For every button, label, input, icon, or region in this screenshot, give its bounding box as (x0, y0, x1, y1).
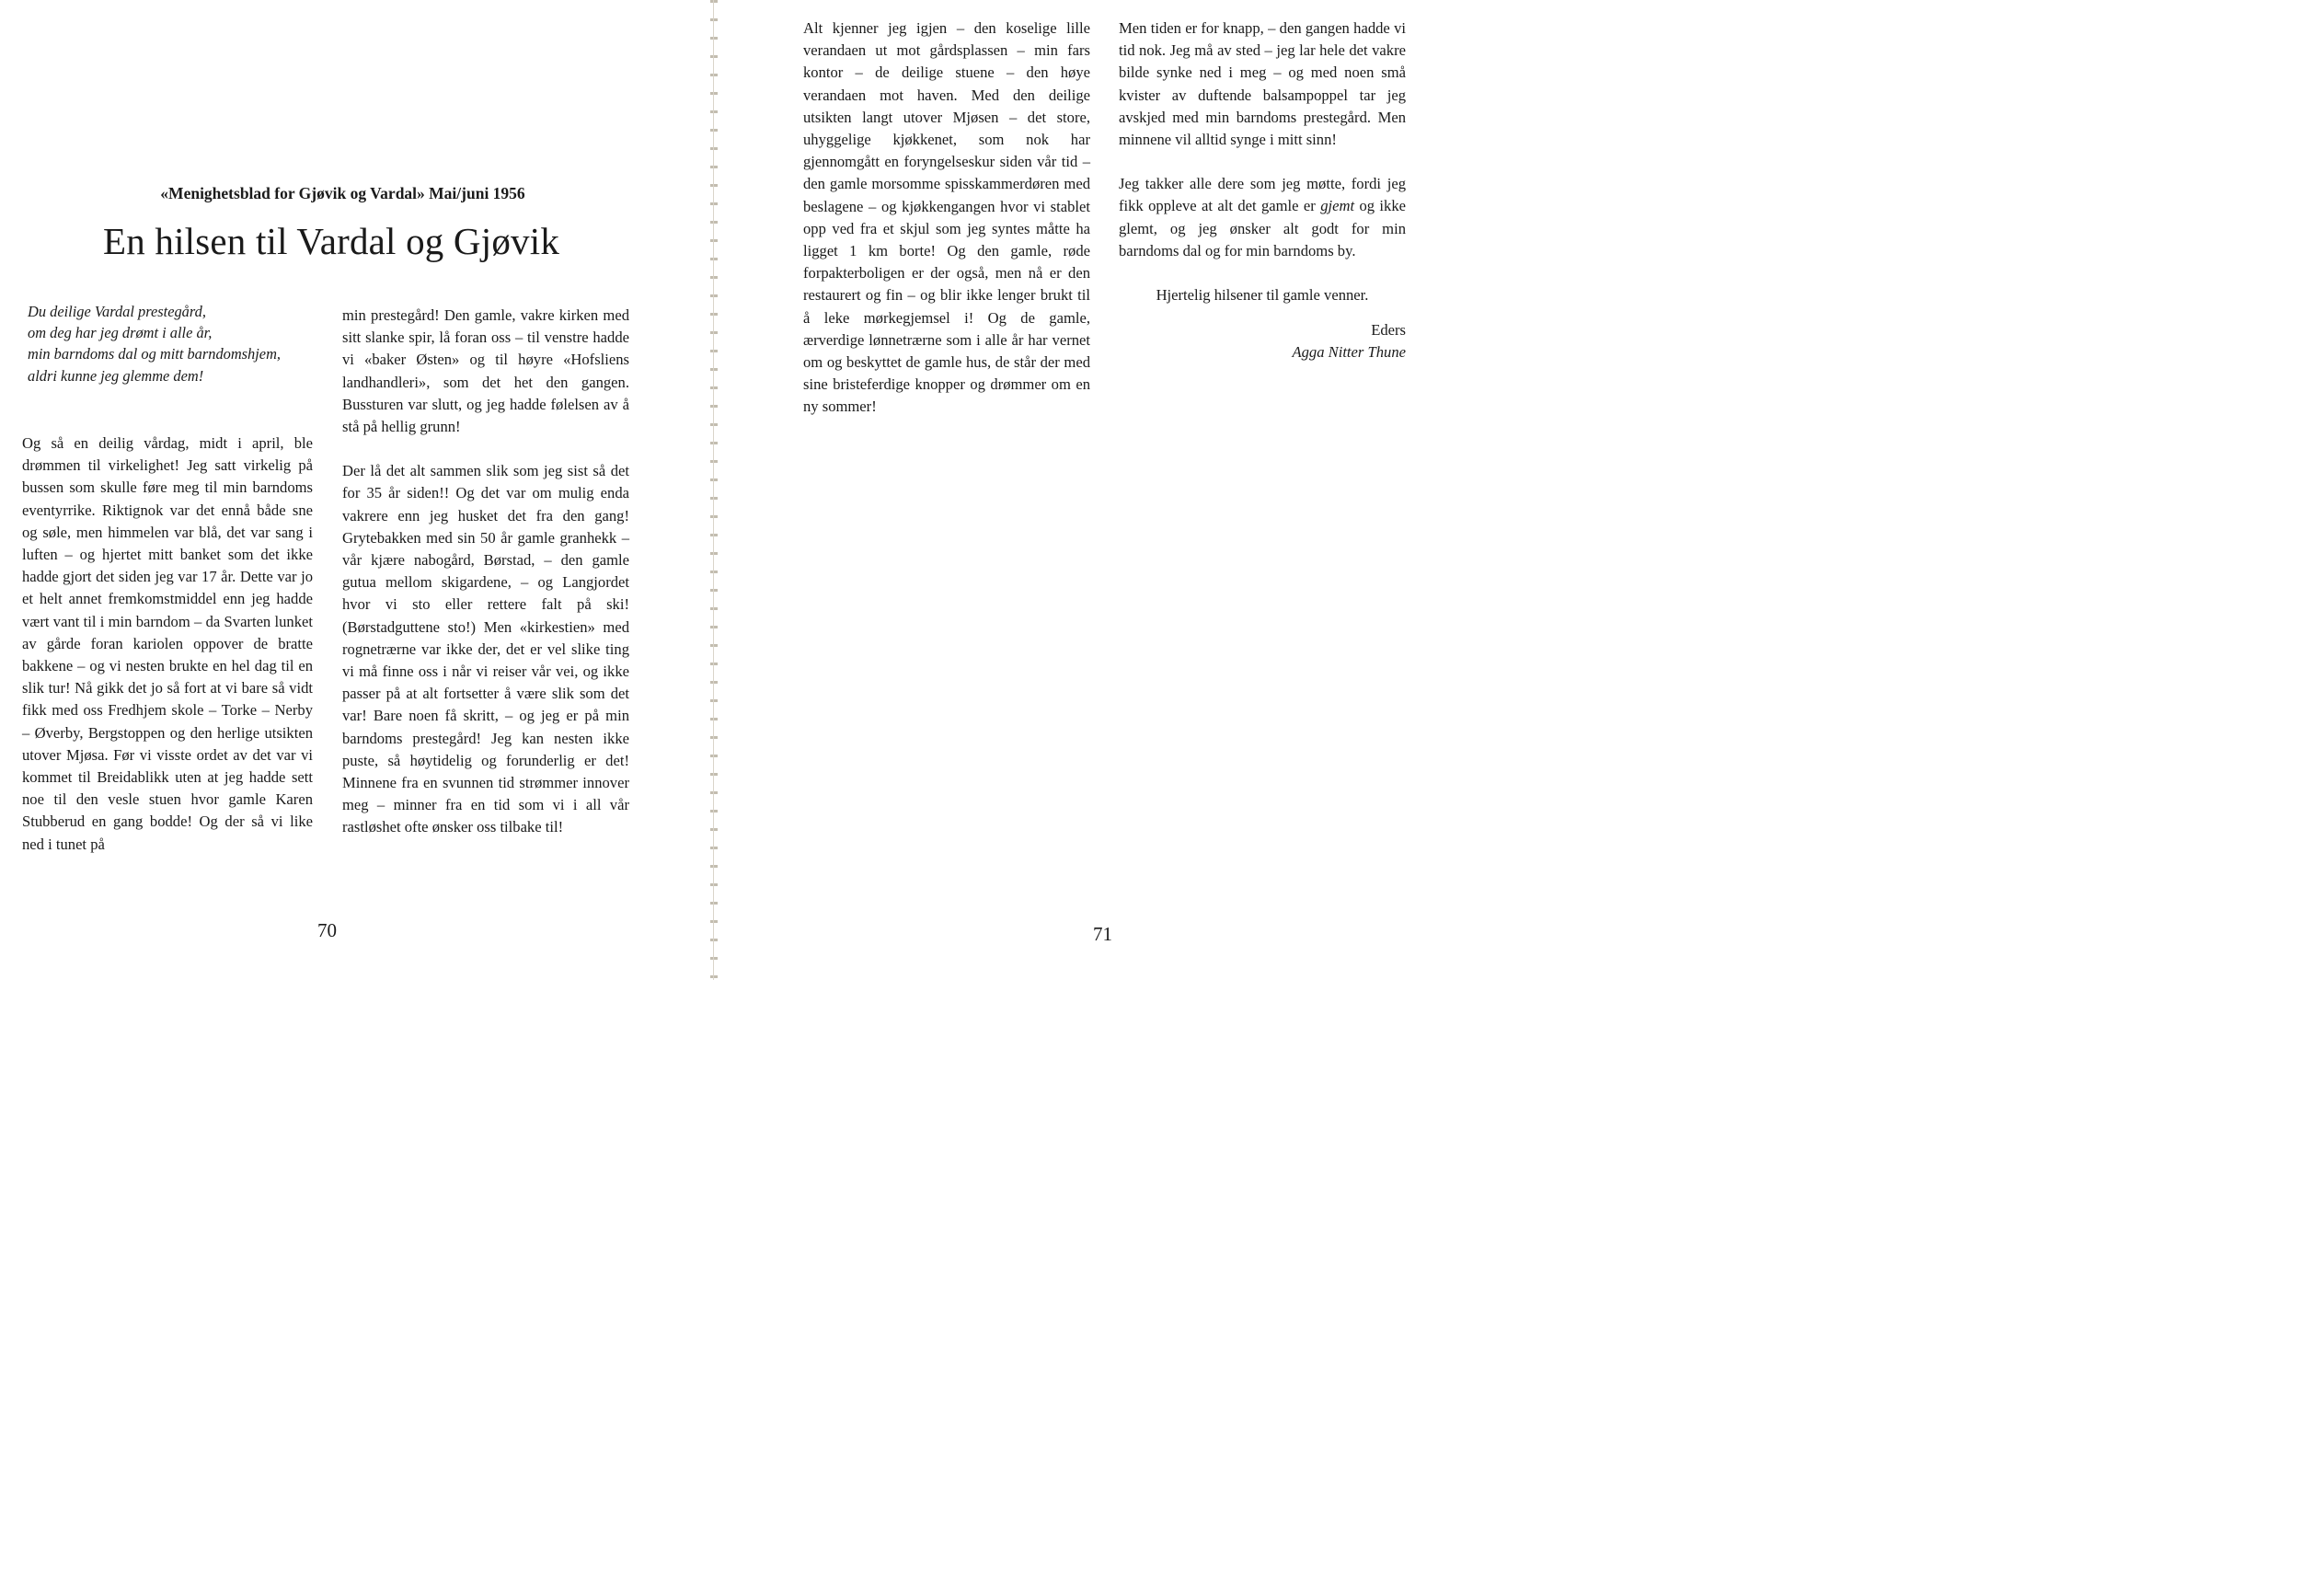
column-2 (342, 305, 629, 839)
poem-block (28, 301, 322, 386)
poem-text: Du deilige Vardal prestegård, om deg har jeg drømt i alle år, min barndoms dal og mitt barndomshjem, aldri kunne jeg glemme dem! (28, 303, 282, 385)
page-number: 70 (317, 919, 337, 941)
column-4 (1119, 17, 1406, 364)
source-kicker: «Menighetsblad for Gjøvik og Vardal» Mai/juni 1956 (160, 184, 525, 202)
text-run: Jeg takker alle dere som jeg møtte, fordi jeg fikk oppleve at alt det gamle er (1119, 175, 1406, 215)
text-run: og ikke glemt, og jeg ønsker alt godt for min barndoms dal og for min barndoms by. (1119, 197, 1406, 259)
paragraph: Men tiden er for knapp, – den gangen hadde vi tid nok. Jeg må av sted – jeg lar hele det vakre bilde synke ned i meg – og med noen små kvister av duftende balsampoppel tar jeg avskjed med min barndoms prestegård. Men minnene vil alltid synge i mitt sinn! (1119, 19, 1406, 149)
page-number: 71 (1093, 923, 1112, 945)
closing: Eders (1371, 321, 1406, 340)
signature: Agga Nitter Thune (1292, 343, 1406, 362)
paragraph: min prestegård! Den gamle, vakre kirken med sitt slanke spir, lå foran oss – til venstre hadde vi «baker Østen» og til høyre «Hofsliens landhandleri», som det het den gangen. Bussturen var slutt, og jeg hadde følelsen av å stå på hellig grunn! (342, 306, 629, 436)
column-1 (22, 432, 313, 856)
paragraph: Og så en deilig vårdag, midt i april, ble drømmen til virkelighet! Jeg satt virkelig på bussen som skulle føre meg til min barndoms eventyrrike. Riktignok var det ennå både sne og søle, men himmelen var blå, det var sang i luften – og hjertet mitt banket som det ikke hadde gjort det siden jeg var 17 år. Dette var jo et helt annet fremkomstmiddel enn jeg hadde vært vant til i min barndom – da Svarten lunket av gårde foran kariolen oppover de bratte bakkene – og vi nesten brukte en hel dag til en slik tur! Nå gikk det jo så fort at vi bare så vidt fikk med oss Fredhjem skole – Torke – Nerby – Øverby, Bergstoppen og den herlige utsikten utover Mjøsa. Før vi visste ordet av det var vi kommet til Breidablikk uten at jeg hadde sett noe til den vesle stuen hvor gamle Karen Stubberud en gang bodde! Og der så vi like ned i tunet på (22, 434, 313, 853)
left-page (0, 0, 708, 980)
emphasis-text: gjemt (1320, 197, 1355, 215)
paragraph: Der lå det alt sammen slik som jeg sist så det for 35 år siden!! Og det var om mulig enda vakrere enn jeg husket det fra den gang! Grytebakken med sin 50 år gamle granhekk – vår kjære nabogård, Børstad, – den gamle gutua mellom skigardene, – og Langjordet hvor vi sto eller rettere falt på ski! (Børstadguttene sto!) Men «kirkestien» med rognetrærne var ikke der, det er vel slike ting vi må finne oss i når vi reiser vår vei, og ikke passer på at alt fortsetter å være slik som det var! Bare noen få skritt, – og jeg er på min barndoms prestegård! Jeg kan nesten ikke puste, så høytidelig og forunderlig er det! Minnene fra en svunnen tid strømmer innover meg – minner fra en tid som vi i all vår rastløshet ofte ønsker oss tilbake til! (342, 462, 629, 836)
article-title: En hilsen til Vardal og Gjøvik (102, 220, 560, 262)
greeting: Hjertelig hilsener til gamle venner. (1156, 286, 1369, 305)
book-spine (710, 0, 718, 980)
column-3 (803, 17, 1090, 419)
paragraph: Alt kjenner jeg igjen – den koselige lille verandaen ut mot gårdsplassen – min fars kontor – de deilige stuene – den høye verandaen mot haven. Med den deilige utsikten langt utover Mjøsen – det store, uhyggelige kjøkkenet, som nok har gjennomgått en foryngelseskur siden vår tid – den gamle morsomme spisskammerdøren med beslagene – og kjøkkengangen hvor vi stablet opp ved fra et skjul som jeg syntes måtte ha ligget 1 km borte! Og den gamle, røde forpakterboligen er der også, men nå er den restaurert og fin – og blir ikke lenger brukt til å leke mørkegjemsel i! Og de gamle, ærverdige lønnetrærne som i alle år har vernet om og beskyttet de gamle hus, de står der med sine bristeferdige knopper og drømmer om en ny sommer! (803, 19, 1090, 416)
paragraph (1119, 173, 1406, 262)
